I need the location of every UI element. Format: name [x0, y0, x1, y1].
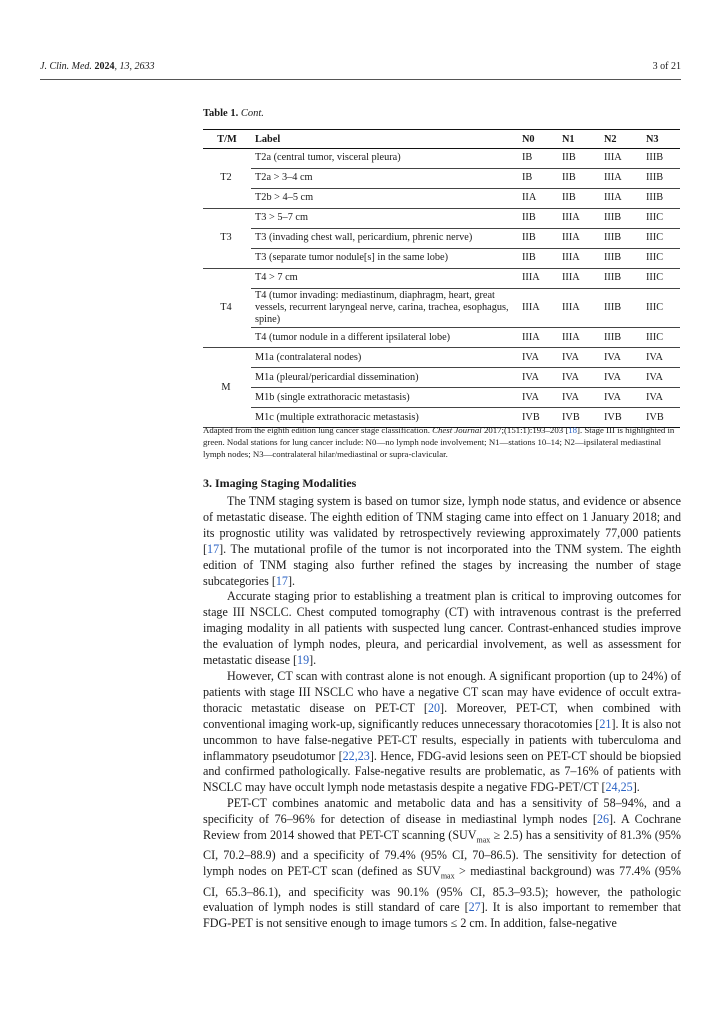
- stage-cell: IIB: [518, 229, 558, 249]
- stage-cell: IIIA: [600, 169, 642, 189]
- stage-cell: IIIA: [558, 249, 600, 269]
- stage-cell: IB: [518, 169, 558, 189]
- text-run: ].: [632, 780, 640, 795]
- body-text: [203, 494, 681, 932]
- text-run: ]. It is also important to remember that FDG-PET is not sensitive enough to image tumors ≤ 2 cm. In addition, false-negative: [203, 900, 682, 931]
- text-run: ]. Hence, FDG-avid lesions seen on PET-CT should be biopsied and confirmed pathologically. False-negative results are problematic, as 7–16% of patients with NSCLC may have occult lymph node metastasis despite a negative FDG-PET/CT [: [203, 748, 681, 795]
- citation-link[interactable]: 24,25: [605, 780, 633, 795]
- label-cell: T4 (tumor invading: mediastinum, diaphragm, heart, great vessels, recurrent laryngeal nerve, carina, trachea, esophagus, spine): [251, 289, 518, 328]
- stage-cell: IVA: [518, 368, 558, 388]
- stage-cell: IIIB: [600, 289, 642, 328]
- text-run: > mediastinal background) was 77.4% (95% CI, 65.3–86.1), and specificity was 90.1% (95% CI, 85.3–93.5); however, the pathologic evaluation of lymph nodes is still standard of care [: [203, 864, 681, 915]
- stage-cell: IIIC: [642, 289, 680, 328]
- column-header: N1: [558, 130, 600, 149]
- label-cell: M1c (multiple extrathoracic metastasis): [251, 408, 518, 428]
- stage-cell: IIIA: [518, 328, 558, 348]
- stage-cell: IIIA: [558, 269, 600, 289]
- stage-cell: IVA: [642, 348, 680, 368]
- stage-cell: IIIA: [518, 269, 558, 289]
- subscript: max: [476, 835, 491, 845]
- stage-cell: IVA: [642, 388, 680, 408]
- stage-cell: IIIB: [642, 149, 680, 169]
- text-run: The TNM staging system is based on tumor size, lymph node status, and evidence or absence of metastatic disease. The eighth edition of TNM staging came into effect on 1 January 2018; and its prognostic utility was validated by retrospectively reviewing approximately 77,000 patients [: [203, 494, 681, 556]
- label-cell: T2b > 4–5 cm: [251, 189, 518, 209]
- text-run: Accurate staging prior to establishing a treatment plan is critical to improving outcomes for stage III NSCLC. Chest computed tomography (CT) with intravenous contrast is the preferred imaging modality in all patients with suspected lung cancer. Contrast-enhanced studies improve the evaluation of lymph nodes, pleura, and pericardial involvement, as well as assessment for metastatic disease [: [203, 589, 681, 668]
- stage-cell: IVB: [518, 408, 558, 428]
- table-row: [203, 189, 680, 209]
- label-cell: T2a (central tumor, visceral pleura): [251, 149, 518, 169]
- text-run: PET-CT combines anatomic and metabolic data and has a sensitivity of 58–94%, and a specificity of 76–96% for detection of disease in mediastinal lymph nodes [: [203, 796, 681, 827]
- citation-link[interactable]: 26: [596, 812, 610, 827]
- stage-cell: IVB: [642, 408, 680, 428]
- stage-cell: IIIC: [642, 249, 680, 269]
- label-cell: T3 (separate tumor nodule[s] in the same lobe): [251, 249, 518, 269]
- tm-category-cell: T3: [203, 209, 251, 269]
- paragraph: [203, 494, 681, 589]
- label-cell: T3 > 5–7 cm: [251, 209, 518, 229]
- tm-category-cell: M: [203, 348, 251, 428]
- text-run: ]. It is also not uncommon to have false-negative PET-CT results, especially in patients with tuberculoma and inflammatory pseudotumor [: [203, 716, 681, 763]
- stage-cell: IVA: [558, 368, 600, 388]
- stage-cell: IIIC: [642, 209, 680, 229]
- table-caption: Table 1. Cont.: [203, 108, 264, 119]
- citation-link[interactable]: 17: [275, 573, 288, 588]
- table-footnote: Adapted from the eighth edition lung cancer stage classification. Chest Journal 2017;(151:1):193–203 [18]. Stage III is highlighted in green. Nodal stations for lung cancer include: N0—no lymph node involvement; N1—stations 10–14; N2—ipsilateral mediastinal lymph nodes; N3—contralateral hilar/mediastinal or supra-clavicular.: [203, 425, 675, 459]
- stage-cell: IIB: [558, 169, 600, 189]
- text-run: ]. The mutational profile of the tumor is not incorporated into the TNM system. The eighth edition of TNM staging also further refined the stages by increasing the number of stage subcategories [: [203, 541, 681, 588]
- column-header: Label: [251, 130, 518, 149]
- stage-cell: IIA: [518, 189, 558, 209]
- column-header: N3: [642, 130, 680, 149]
- stage-cell: IIIB: [642, 189, 680, 209]
- tm-category-cell: T4: [203, 269, 251, 348]
- stage-cell: IIIA: [600, 149, 642, 169]
- stage-cell: IIIA: [558, 229, 600, 249]
- stage-cell: IIB: [518, 209, 558, 229]
- table-row: [203, 388, 680, 408]
- stage-cell: IIIA: [558, 328, 600, 348]
- header-rule: [40, 79, 681, 80]
- citation-link[interactable]: 20: [427, 700, 441, 715]
- citation-link[interactable]: 17: [207, 541, 220, 556]
- citation-link[interactable]: 27: [468, 900, 481, 915]
- citation-link[interactable]: 21: [599, 716, 612, 731]
- stage-cell: IVB: [558, 408, 600, 428]
- stage-cell: IIIB: [642, 169, 680, 189]
- label-cell: T3 (invading chest wall, pericardium, phrenic nerve): [251, 229, 518, 249]
- stage-cell: IVA: [518, 388, 558, 408]
- citation-link[interactable]: 19: [297, 653, 310, 668]
- table-row: [203, 149, 680, 169]
- tnm-staging-table: [203, 129, 680, 428]
- journal-citation: J. Clin. Med. 2024, 13, 2633: [40, 61, 155, 72]
- subscript: max: [440, 871, 455, 881]
- stage-cell: IIIA: [558, 289, 600, 328]
- label-cell: T4 > 7 cm: [251, 269, 518, 289]
- citation-link[interactable]: 22,23: [342, 748, 370, 763]
- stage-cell: IIIC: [642, 229, 680, 249]
- column-header: N0: [518, 130, 558, 149]
- text-run: ]. Moreover, PET-CT, when combined with conventional imaging work-up, significantly reduces unnecessary thoracotomies [: [203, 700, 681, 731]
- table-header-row: [203, 130, 680, 149]
- label-cell: M1a (contralateral nodes): [251, 348, 518, 368]
- stage-cell: IVA: [600, 388, 642, 408]
- stage-cell: IIIA: [558, 209, 600, 229]
- paragraph: [203, 669, 681, 796]
- table-row: [203, 249, 680, 269]
- stage-cell: IVA: [600, 368, 642, 388]
- citation-link[interactable]: 18: [568, 425, 578, 435]
- stage-cell: IVA: [558, 388, 600, 408]
- stage-cell: IVA: [642, 368, 680, 388]
- stage-cell: IB: [518, 149, 558, 169]
- table-row: [203, 348, 680, 368]
- stage-cell: IIIC: [642, 269, 680, 289]
- table-row: [203, 368, 680, 388]
- table-body: [203, 149, 680, 428]
- section-heading: 3. Imaging Staging Modalities: [203, 476, 357, 490]
- stage-cell: IIB: [558, 149, 600, 169]
- label-cell: M1b (single extrathoracic metastasis): [251, 388, 518, 408]
- stage-cell: IIIA: [600, 189, 642, 209]
- stage-cell: IIIA: [518, 289, 558, 328]
- page-number: 3 of 21: [652, 61, 681, 72]
- stage-cell: IVA: [600, 348, 642, 368]
- label-cell: M1a (pleural/pericardial dissemination): [251, 368, 518, 388]
- table-row: [203, 269, 680, 289]
- stage-cell: IIIB: [600, 229, 642, 249]
- column-header: N2: [600, 130, 642, 149]
- stage-cell: IIIB: [600, 249, 642, 269]
- table-row: [203, 229, 680, 249]
- stage-cell: IVA: [558, 348, 600, 368]
- column-header: T/M: [203, 130, 251, 149]
- tm-category-cell: T2: [203, 149, 251, 209]
- table-row: [203, 328, 680, 348]
- text-run: ]. A Cochrane Review from 2014 showed that PET-CT scanning (SUV: [203, 812, 681, 843]
- table-row: [203, 169, 680, 189]
- stage-cell: IIIB: [600, 209, 642, 229]
- stage-cell: IIIB: [600, 269, 642, 289]
- stage-cell: IIB: [518, 249, 558, 269]
- page-header: [40, 61, 681, 77]
- label-cell: T2a > 3–4 cm: [251, 169, 518, 189]
- stage-cell: IIIC: [642, 328, 680, 348]
- text-run: ≥ 2.5) has a sensitivity of 81.3% (95% CI, 70.2–88.9) and a specificity of 79.4% (95% CI, 70–86.5). The sensitivity for detection of lymph nodes on PET-CT scan (defined as SUV: [203, 828, 682, 879]
- stage-cell: IIB: [558, 189, 600, 209]
- stage-cell: IVB: [600, 408, 642, 428]
- paragraph: [203, 796, 681, 932]
- stage-cell: IVA: [518, 348, 558, 368]
- label-cell: T4 (tumor nodule in a different ipsilateral lobe): [251, 328, 518, 348]
- text-run: However, CT scan with contrast alone is not enough. A significant proportion (up to 24%) of patients with stage III NSCLC who have a negative CT scan may have evidence of occult extra-thoracic metastatic disease on PET-CT [: [203, 668, 681, 715]
- table-row: [203, 209, 680, 229]
- paragraph: [203, 589, 681, 669]
- text-run: ].: [287, 573, 296, 588]
- table-row: [203, 289, 680, 328]
- text-run: ].: [309, 653, 317, 668]
- stage-cell: IIIB: [600, 328, 642, 348]
